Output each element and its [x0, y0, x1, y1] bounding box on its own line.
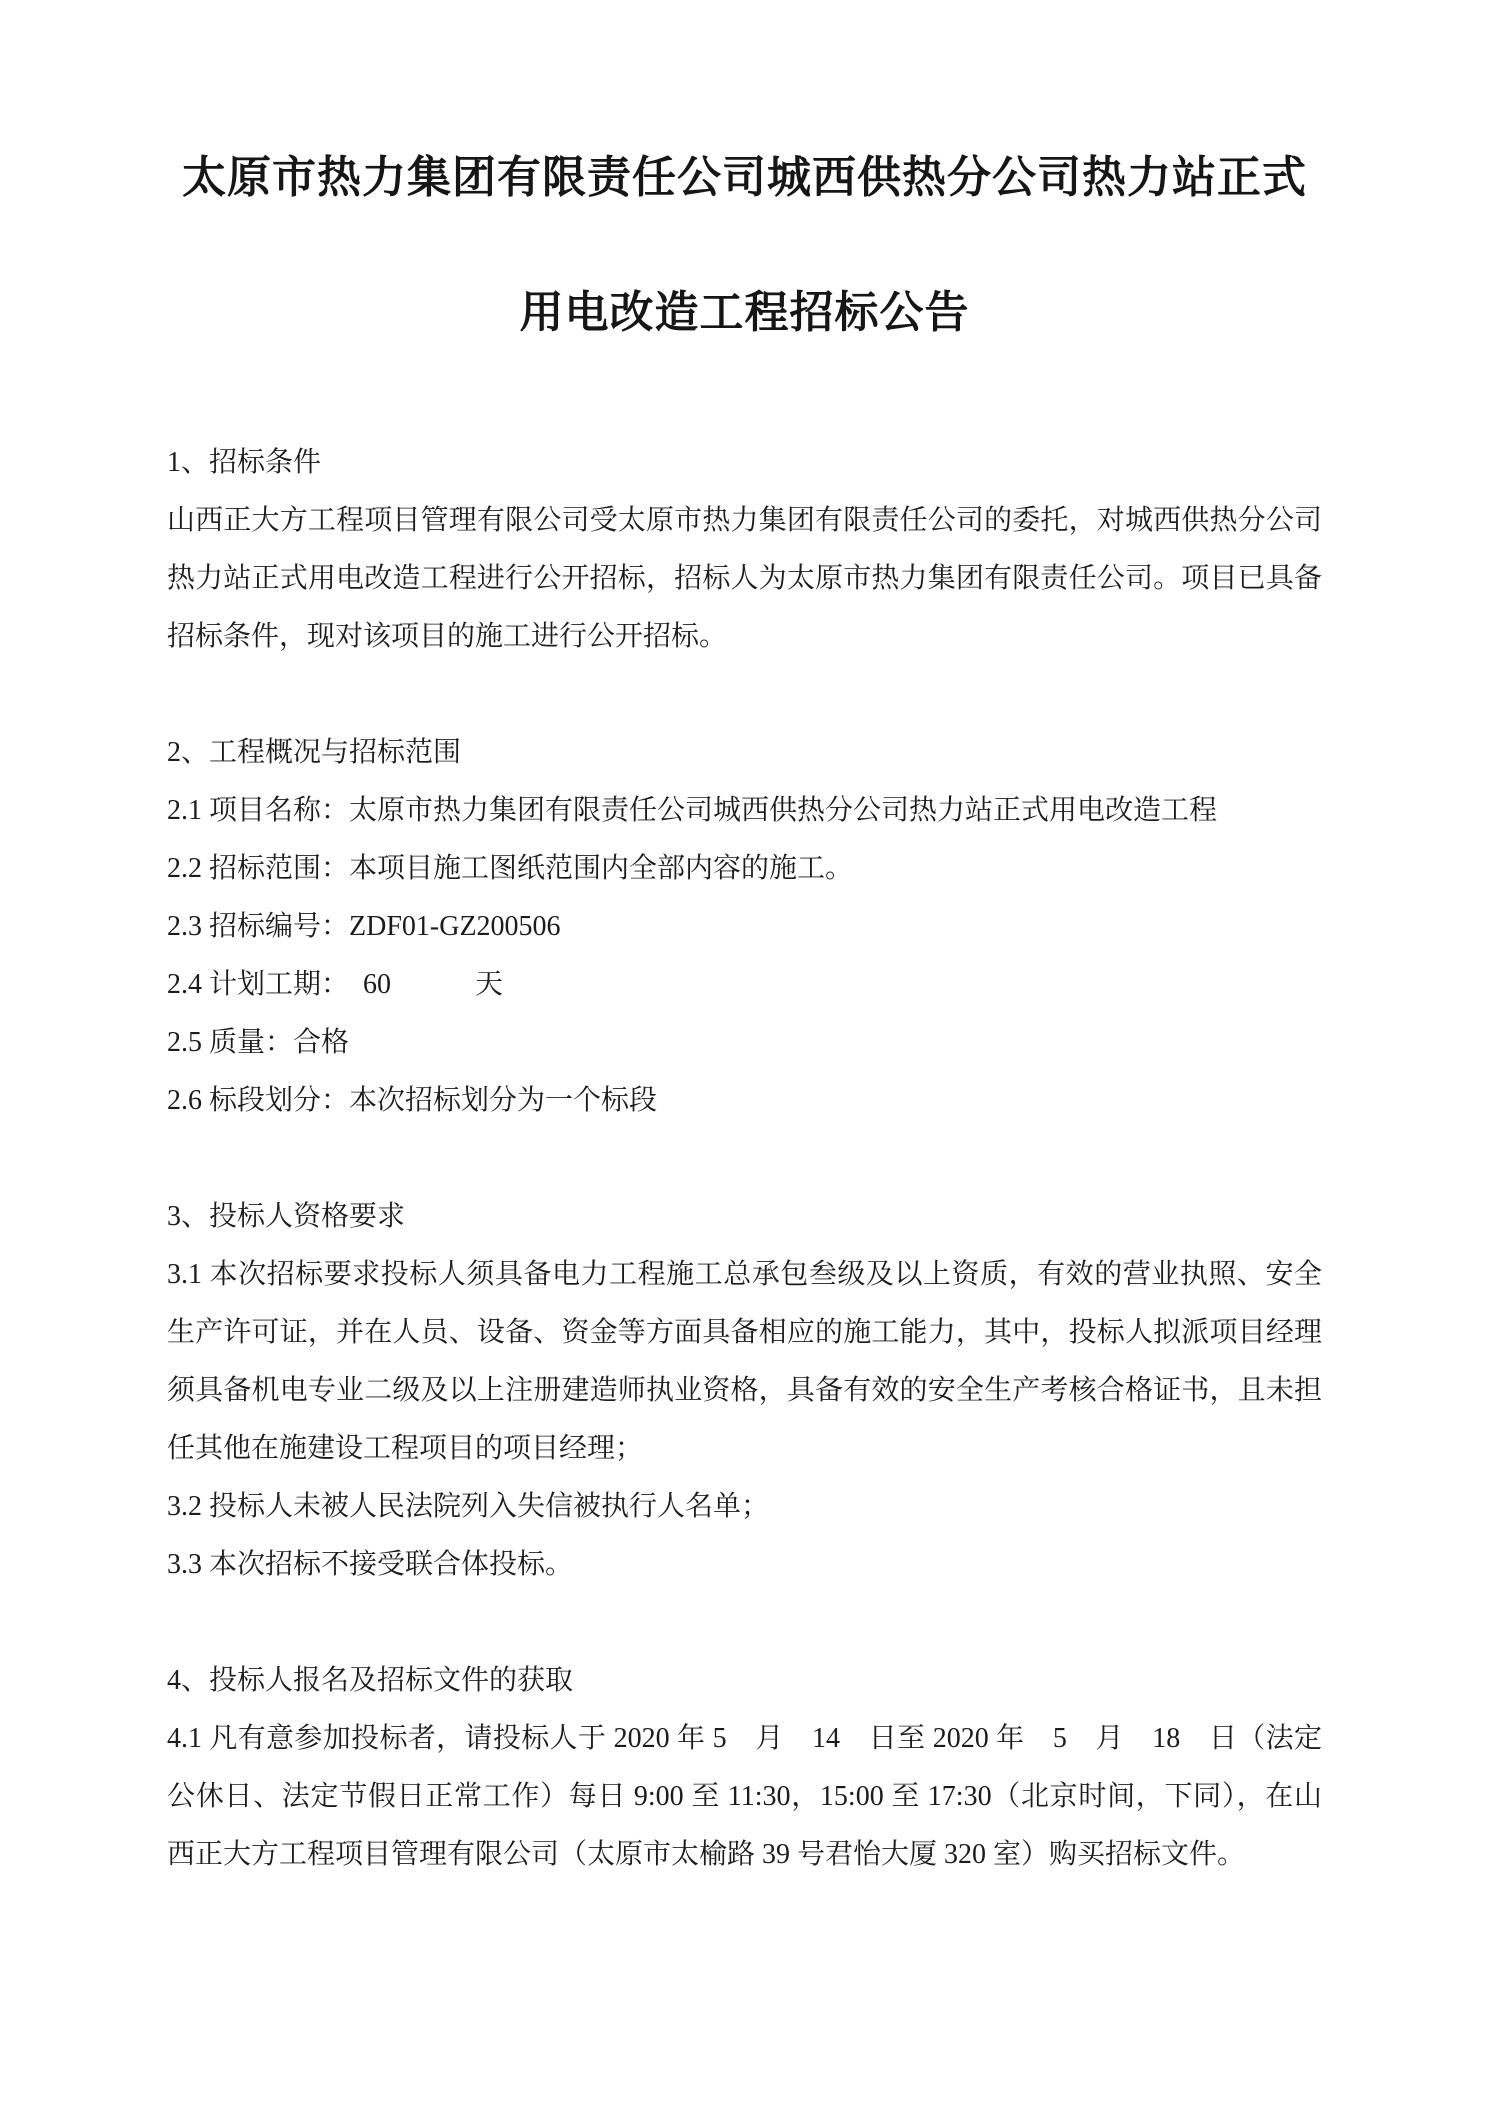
paragraph-bid-scope: 2.2 招标范围：本项目施工图纸范围内全部内容的施工。 [167, 853, 854, 884]
section-2-heading: 2、工程概况与招标范围 [167, 737, 462, 768]
section-3-bidder-qualifications [167, 1188, 1322, 1594]
document-body [167, 434, 1322, 1884]
paragraph-project-name: 2.1 项目名称：太原市热力集团有限责任公司城西供热分公司热力站正式用电改造工程 [167, 795, 1218, 826]
document-title-line-1: 太原市热力集团有限责任公司城西供热分公司热力站正式 [182, 153, 1307, 202]
section-1-heading: 1、招标条件 [167, 447, 322, 478]
document-title-line-2: 用电改造工程招标公告 [519, 288, 970, 337]
paragraph-credit-requirement: 3.2 投标人未被人民法院列入失信被执行人名单； [167, 1491, 770, 1522]
paragraph-quality: 2.5 质量：合格 [167, 1027, 350, 1058]
paragraph-registration-details: 4.1 凡有意参加投标者，请投标人于 2020 年 5 月 14 日至 2020 年 5 月 18 日（法定公休日、法定节假日正常工作）每日 9:00 至 11:30，15:00 至 17:30（北京时间，下同），在山西正大方工程项目管理有限公司（太原市太榆路 39 号君怡大厦 320 室）购买招标文件。 [167, 1723, 1322, 1870]
paragraph-bid-number: 2.3 招标编号：ZDF01-GZ200506 [167, 911, 561, 942]
section-4-registration-and-documents [167, 1652, 1322, 1884]
section-1-bidding-conditions [167, 434, 1322, 666]
paragraph-section-division: 2.6 标段划分：本次招标划分为一个标段 [167, 1085, 658, 1116]
paragraph-planned-duration: 2.4 计划工期： 60 天 [167, 969, 504, 1000]
paragraph-qualification-requirements: 3.1 本次招标要求投标人须具备电力工程施工总承包叁级及以上资质，有效的营业执照、安全生产许可证，并在人员、设备、资金等方面具备相应的施工能力，其中，投标人拟派项目经理须具备机电专业二级及以上注册建造师执业资格，具备有效的安全生产考核合格证书，且未担任其他在施建设工程项目的项目经理； [167, 1259, 1322, 1464]
section-4-heading: 4、投标人报名及招标文件的获取 [167, 1665, 574, 1696]
paragraph: 山西正大方工程项目管理有限公司受太原市热力集团有限责任公司的委托，对城西供热分公司热力站正式用电改造工程进行公开招标，招标人为太原市热力集团有限责任公司。项目已具备招标条件，现对该项目的施工进行公开招标。 [167, 505, 1322, 652]
paragraph-no-consortium: 3.3 本次招标不接受联合体投标。 [167, 1549, 574, 1580]
document-title [167, 110, 1322, 380]
section-3-heading: 3、投标人资格要求 [167, 1201, 406, 1232]
section-2-project-overview [167, 724, 1322, 1130]
